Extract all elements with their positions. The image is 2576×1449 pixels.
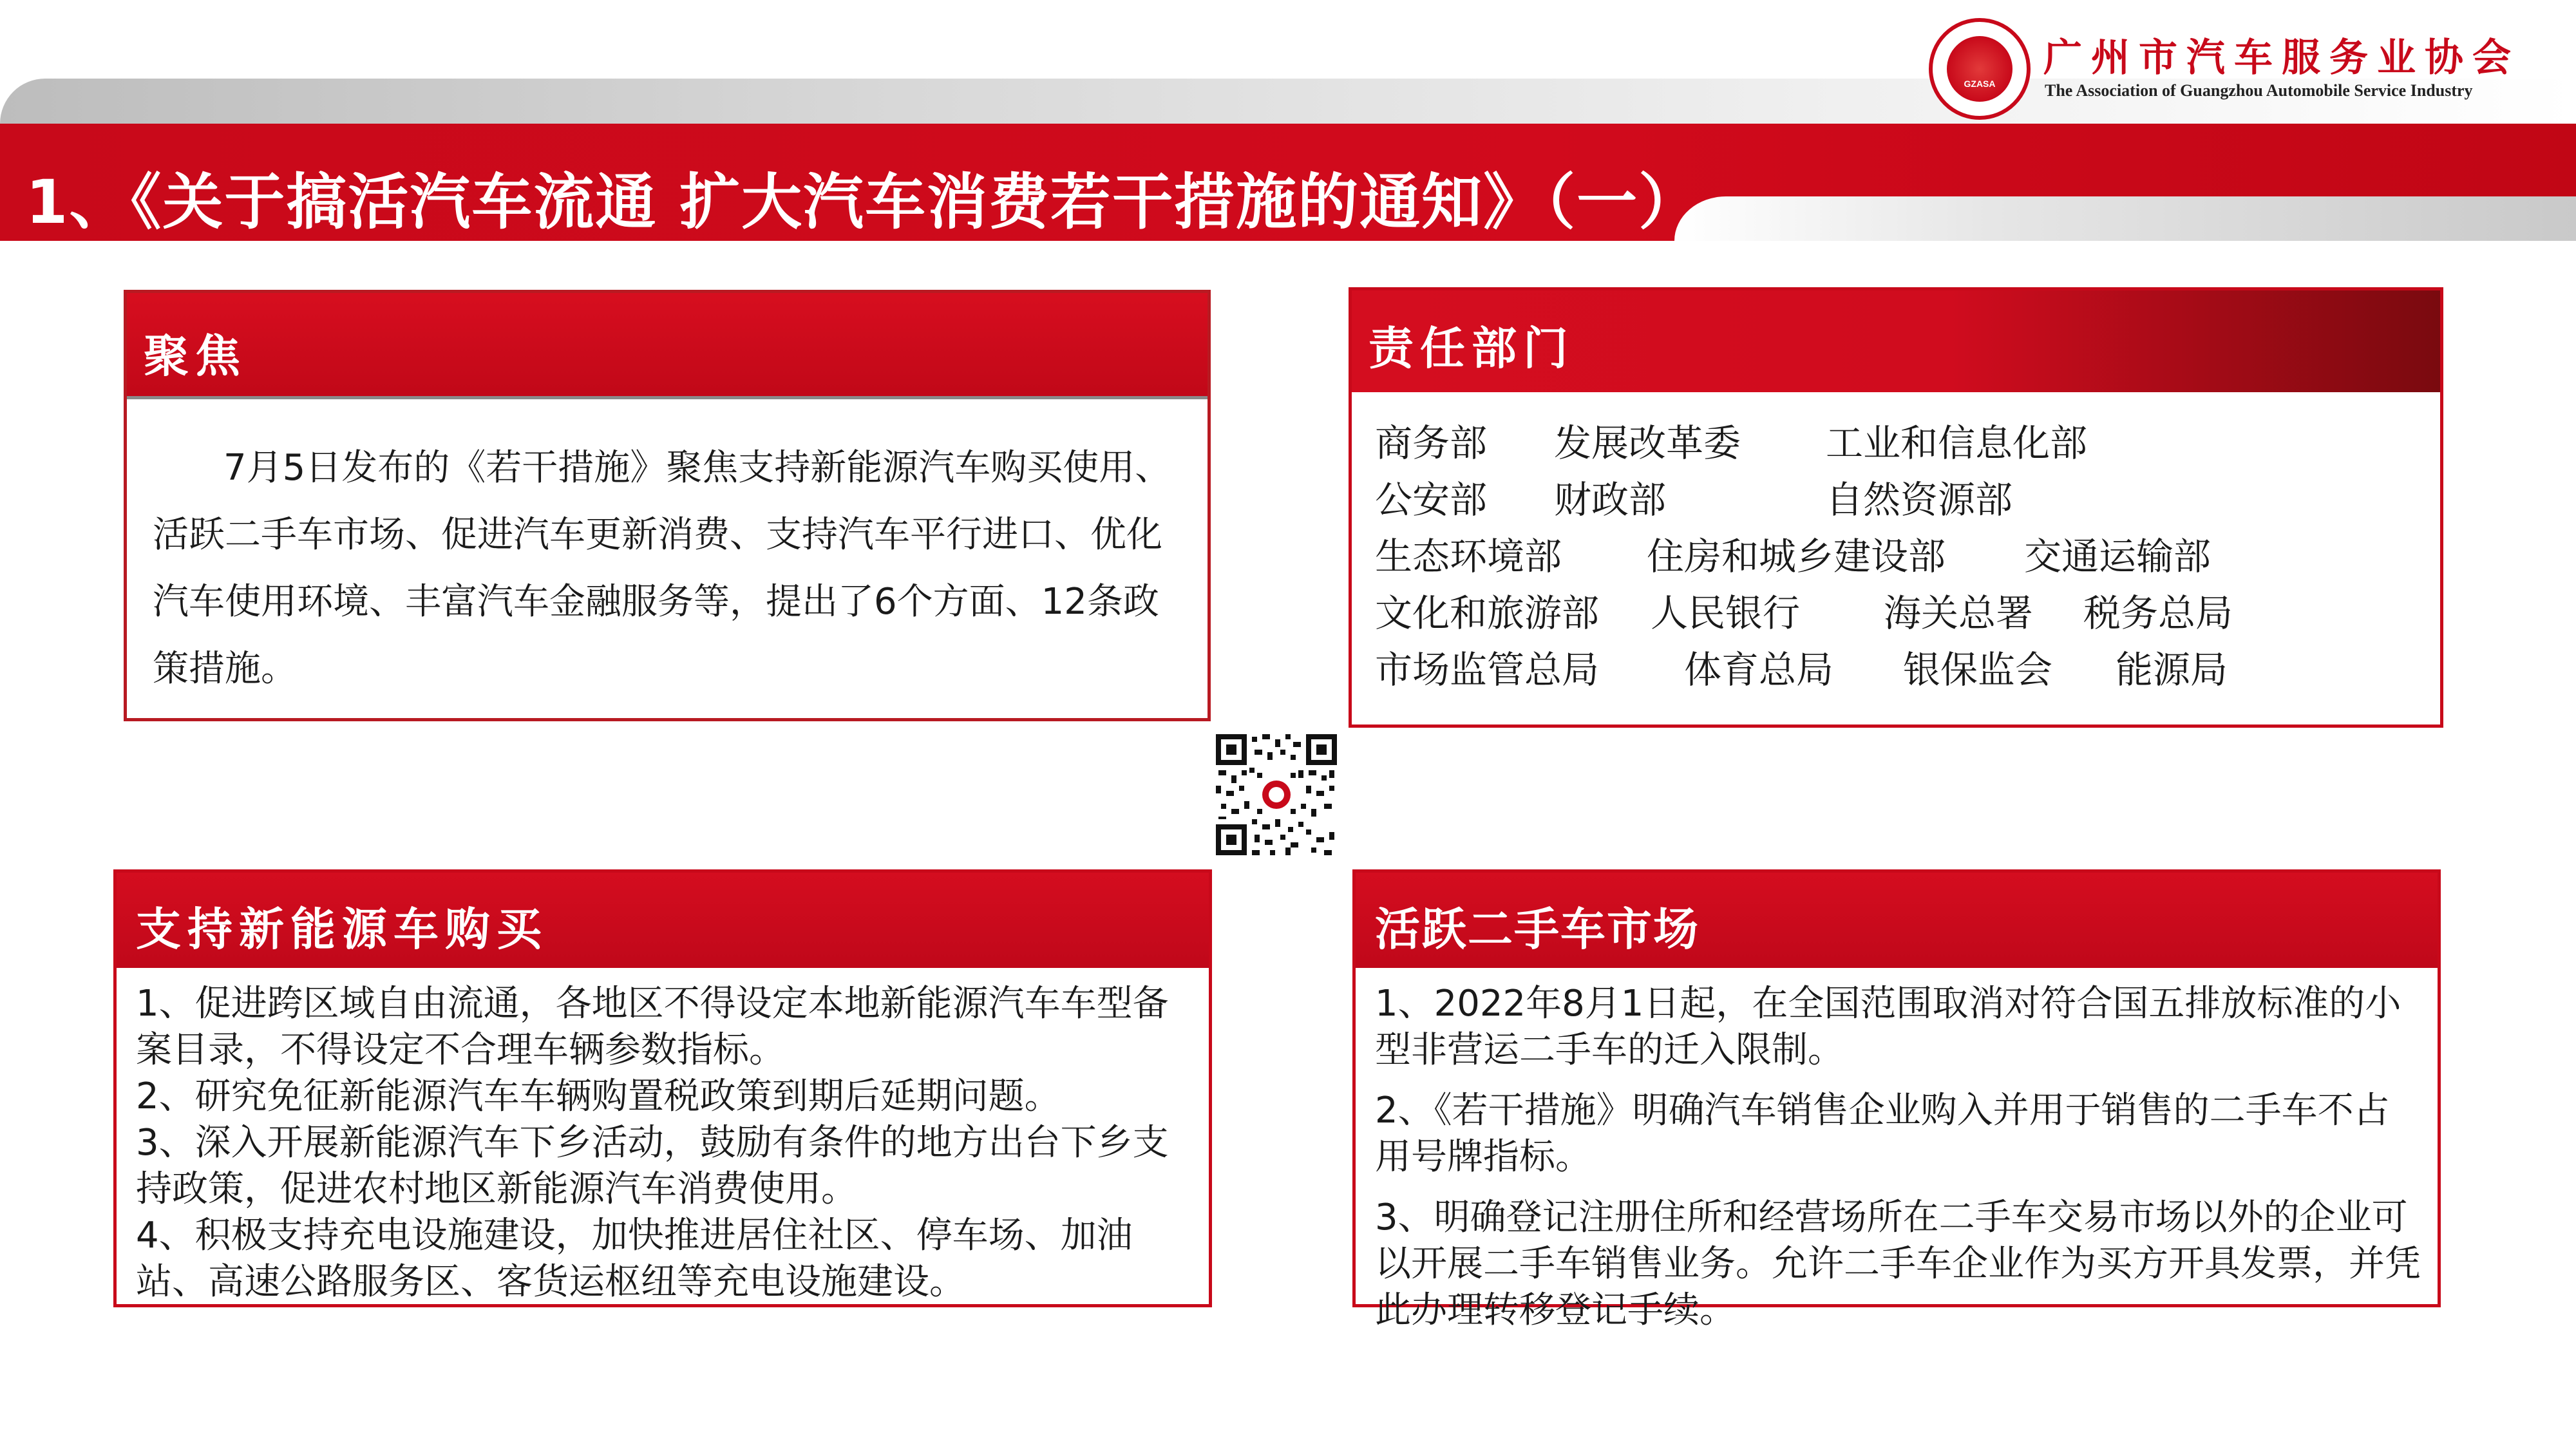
department-name: 银保监会 [1903, 648, 2053, 692]
list-item: 2、研究免征新能源汽车车辆购置税政策到期后延期问题。 [136, 1075, 1061, 1117]
department-row [1375, 526, 2440, 578]
department-name: 住房和城乡建设部 [1647, 535, 1946, 578]
focus-text: 7月5日发布的《若干措施》聚焦支持新能源汽车购买使用、活跃二手车市场、促进汽车更新消费、支持汽车平行进口、优化汽车使用环境、丰富汽车金融服务等，提出了6个方面、12条政策措施。 [153, 447, 1171, 690]
used-car-measures-list [1375, 981, 2425, 1348]
list-item: 1、促进跨区域自由流通，各地区不得设定本地新能源汽车车型备案目录，不得设定不合理车辆参数指标。 [136, 983, 1169, 1071]
association-seal-icon [1929, 18, 2031, 120]
department-name: 商务部 [1375, 421, 1488, 465]
department-name: 能源局 [2116, 648, 2228, 692]
department-name: 生态环境部 [1375, 535, 1562, 578]
list-item: 4、积极支持充电设施建设，加快推进居住社区、停车场、加油站、高速公路服务区、客货运枢纽等充电设施建设。 [136, 1215, 1133, 1303]
department-row [1375, 639, 2440, 691]
departments-panel [1349, 287, 2443, 728]
nev-support-panel [113, 869, 1212, 1307]
department-name: 市场监管总局 [1375, 648, 1600, 692]
department-row [1375, 469, 2440, 521]
focus-panel [124, 290, 1211, 721]
logo-chinese-name: 广州市汽车服务业协会 [2043, 35, 2520, 80]
list-item: 3、深入开展新能源汽车下乡活动，鼓励有条件的地方出台下乡支持政策，促进农村地区新能源汽车消费使用。 [136, 1122, 1169, 1210]
nev-measures-list [136, 981, 1196, 1305]
association-logo [1929, 18, 2573, 115]
department-row [1375, 413, 2440, 464]
department-name: 海关总署 [1884, 591, 2034, 635]
list-item: 1、2022年8月1日起，在全国范围取消对符合国五排放标准的小型非营运二手车的迁入限制。 [1375, 983, 2401, 1071]
used-car-heading: 活跃二手车市场 [1375, 903, 1700, 956]
departments-panel-body [1352, 392, 2440, 724]
used-car-panel-header [1356, 873, 2438, 968]
page-title: 1、《关于搞活汽车流通 扩大汽车消费若干措施的通知》（一） [26, 167, 1701, 238]
department-name: 文化和旅游部 [1375, 591, 1600, 635]
used-car-panel [1352, 869, 2441, 1331]
nev-support-heading: 支持新能源车购买 [136, 903, 548, 956]
list-item: 2、《若干措施》明确汽车销售企业购入并用于销售的二手车不占用号牌指标。 [1375, 1090, 2390, 1178]
departments-panel-header [1352, 290, 2440, 392]
department-name: 公安部 [1375, 478, 1488, 522]
department-name: 财政部 [1554, 478, 1667, 522]
list-item: 3、明确登记注册住所和经营场所在二手车交易市场以外的企业可以开展二手车销售业务。允许二手车企业作为买方开具发票，并凭此办理转移登记手续。 [1375, 1197, 2421, 1331]
nev-support-panel-header [117, 873, 1209, 968]
focus-panel-body [127, 399, 1208, 718]
focus-heading: 聚焦 [144, 330, 247, 383]
logo-english-name: The Association of Guangzhou Automobile Service Industry [2045, 81, 2473, 100]
qr-code-icon [1213, 732, 1340, 858]
qr-code-graphic [1213, 732, 1340, 858]
department-name: 自然资源部 [1826, 478, 2013, 522]
department-name: 交通运输部 [2024, 535, 2211, 578]
title-swoosh-decoration [1674, 196, 2576, 241]
department-row [1375, 583, 2440, 634]
department-name: 体育总局 [1684, 648, 1834, 692]
department-name: 工业和信息化部 [1826, 421, 2088, 465]
department-name: 人民银行 [1651, 591, 1801, 635]
departments-heading: 责任部门 [1368, 322, 1575, 375]
department-name: 税务总局 [2083, 591, 2233, 635]
nev-support-panel-body [117, 968, 1209, 1304]
seal-abbreviation: GZASA [1964, 79, 1996, 89]
department-name: 发展改革委 [1554, 421, 1741, 465]
focus-panel-header [127, 293, 1208, 399]
used-car-panel-body [1356, 968, 2438, 1331]
